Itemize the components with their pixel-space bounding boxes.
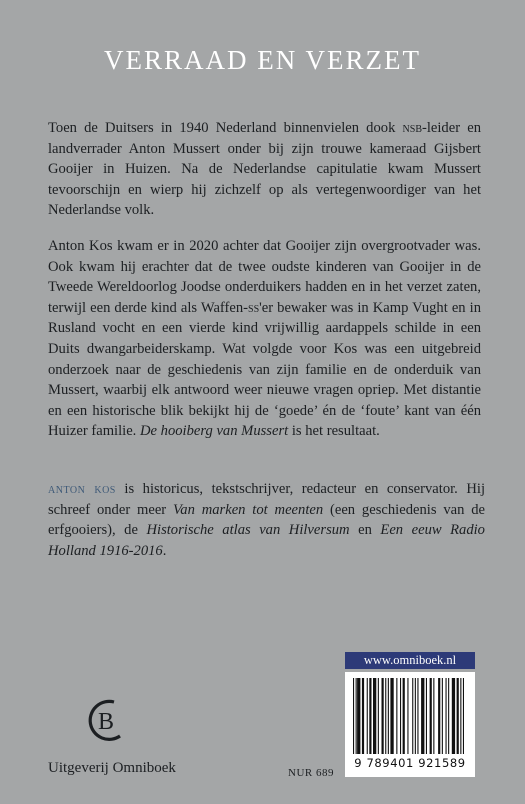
publisher-name: Uitgeverij Omniboek <box>48 760 176 776</box>
barcode-bar <box>403 678 405 754</box>
bio-text-a: is historicus, tekstschrijver, redacteur en conservator. Hij schreef onder meer <box>48 481 485 518</box>
barcode-bar <box>412 678 413 754</box>
barcode-bar <box>390 678 393 754</box>
barcode-bar <box>388 678 389 754</box>
isbn-number: 9 789401 921589 <box>354 756 466 770</box>
barcode-bar <box>421 678 424 754</box>
author-bio <box>48 479 485 561</box>
p1-text-a: Toen de Duitsers in 1940 Nederland binnenvielen dook <box>48 120 403 136</box>
bio-text-d: . <box>162 542 167 559</box>
barcode-bar <box>463 678 464 754</box>
bio-text-b: (een geschiedenis van de erfgooiers), de <box>48 501 485 539</box>
barcode-bar <box>356 678 357 754</box>
barcode-bar <box>452 678 455 754</box>
bio-book-1: Van marken tot meenten <box>173 501 324 518</box>
barcode-bar <box>407 678 408 754</box>
bio-book-2: Historische atlas van Hilversum <box>146 522 350 539</box>
book-title: VERRAAD EN VERZET <box>104 45 421 75</box>
author-name: anton kos <box>48 481 116 497</box>
barcode-bar <box>433 678 434 754</box>
barcode-bar <box>446 678 447 754</box>
nur-code: NUR 689 <box>288 767 334 779</box>
barcode-bar <box>396 678 397 754</box>
barcode-bar <box>438 678 440 754</box>
barcode-bar <box>430 678 432 754</box>
p1-nsb: nsb <box>402 120 422 136</box>
barcode-bar <box>400 678 401 754</box>
p1-text-b: -leider en landverrader Anton Mussert onder bij zijn trouwe kameraad Gijsbert Gooijer in Huizen. Na de Nederlandse capitulatie kwam Mussert tevoorschijn en wierp hij zichzelf op als vertegenwoordiger van het Nederlandse volk. <box>48 120 481 219</box>
barcode-bar <box>426 678 427 754</box>
bio-book-3: Een eeuw Radio Holland 1916-2016 <box>48 522 485 559</box>
p2-book-title: De hooiberg van Mussert <box>139 423 289 440</box>
p2-ss: ss <box>248 299 260 316</box>
barcode-bar <box>378 678 379 754</box>
website-label: www.omniboek.nl <box>345 652 475 669</box>
omniboek-logo <box>84 696 128 753</box>
blurb-paragraph-1 <box>48 118 481 221</box>
blurb-paragraph-2 <box>48 236 481 442</box>
barcode-bar <box>362 678 364 754</box>
bio-text-c: en <box>349 522 381 539</box>
p2-text-b: 'er bewaker was in Kamp Vught en in Rusland vocht en een vierde kind vrijwillig aardappels schilde in een Duits dwangarbeiderskamp. Wat volgde voor Kos was een uitgebreid onderzoek naar de geschiedenis van zijn familie en de onderduik van Mussert, waarbij elk antwoord weer nieuwe vragen opriep. Met distantie en een historische blik bekijkt hij de ‘goede’ én de ‘foute’ kant van één Huizer familie. <box>48 299 481 440</box>
barcode-bar <box>369 678 371 754</box>
barcode-bar <box>357 678 360 754</box>
p2-text-c: is het resultaat. <box>288 423 380 440</box>
barcode-bar <box>415 678 416 754</box>
barcode-bar <box>367 678 368 754</box>
barcode-bar <box>353 678 354 754</box>
omniboek-logo-icon <box>84 696 128 748</box>
barcode-bar <box>457 678 459 754</box>
p2-text-a: Anton Kos kwam er in 2020 achter dat Gooijer zijn overgrootvader was. Ook kwam hij erachter dat de twee oudste kinderen van Gooijer in de Tweede Wereldoorlog Joodse onderduikers hadden en in het verzet zaten, terwijl een derde kind als Waffen- <box>48 238 481 316</box>
logo-letter: B <box>97 709 115 735</box>
barcode-bar <box>385 678 386 754</box>
barcode-bar <box>382 678 384 754</box>
barcode-bar <box>442 678 443 754</box>
barcode-bar <box>460 678 461 754</box>
barcode-bar <box>373 678 376 754</box>
barcode-bar <box>417 678 418 754</box>
barcode-bar <box>448 678 449 754</box>
isbn-barcode <box>345 672 475 777</box>
barcode-bars <box>353 678 467 754</box>
